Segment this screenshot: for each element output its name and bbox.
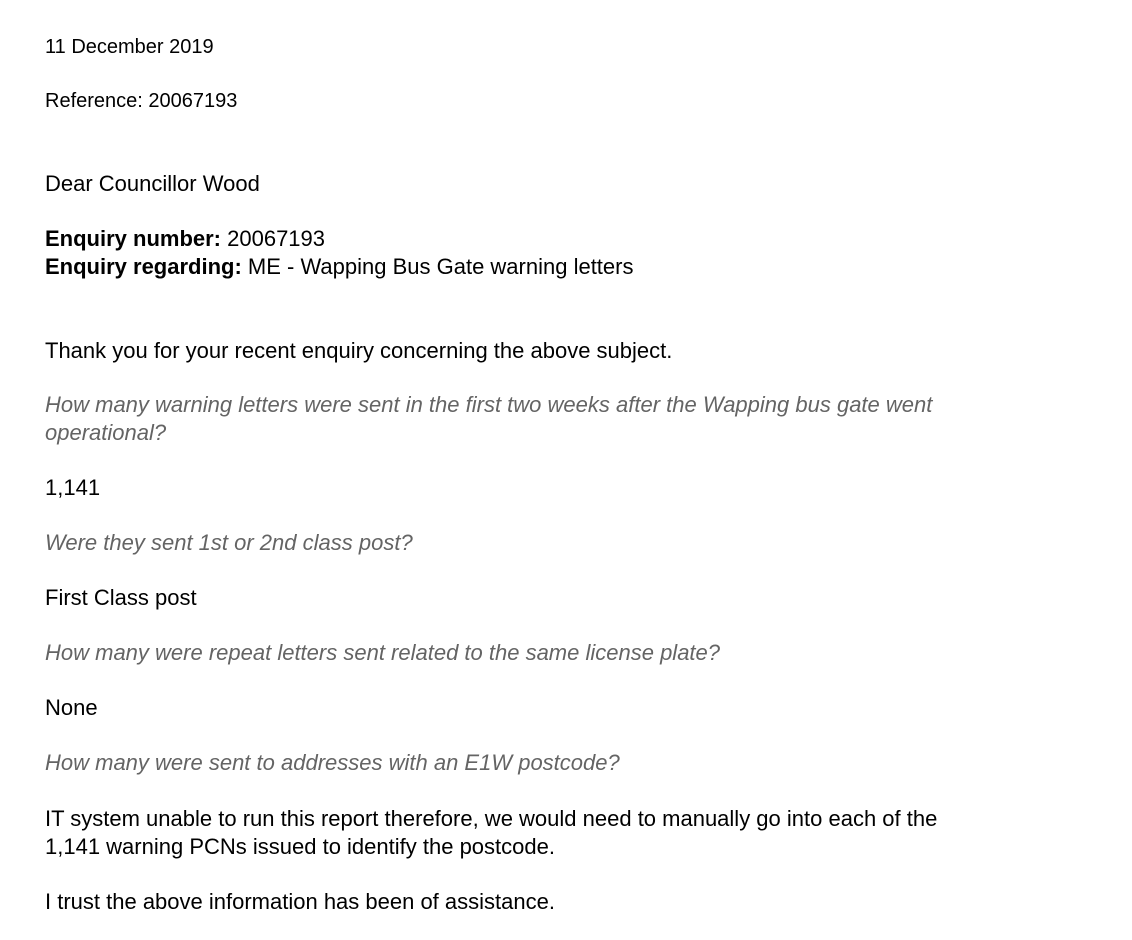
answer-3: None [45,695,98,720]
enquiry-regarding-label: Enquiry regarding: [45,254,242,279]
answer-4-line-1: IT system unable to run this report therefore, we would need to manually go into each of the [45,806,938,831]
question-4: How many were sent to addresses with an E1W postcode? [45,750,620,775]
question-1-line-2: operational? [45,420,167,445]
letter-date: 11 December 2019 [45,36,214,58]
answer-4-line-2: 1,141 warning PCNs issued to identify the postcode. [45,834,555,859]
enquiry-number-value: 20067193 [221,226,326,251]
answer-1: 1,141 [45,475,101,500]
enquiry-regarding-value: ME - Wapping Bus Gate warning letters [241,254,634,279]
question-2: Were they sent 1st or 2nd class post? [45,530,413,555]
question-1-line-1: How many warning letters were sent in the first two weeks after the Wapping bus gate went [45,392,933,417]
intro-paragraph: Thank you for your recent enquiry concerning the above subject. [45,338,673,363]
closing-paragraph: I trust the above information has been of assistance. [45,889,555,914]
enquiry-number [45,225,325,253]
salutation: Dear Councillor Wood [45,171,260,196]
question-3: How many were repeat letters sent related to the same license plate? [45,640,721,665]
enquiry-number-label: Enquiry number: [45,226,222,251]
answer-2: First Class post [45,585,197,610]
letter-reference: Reference: 20067193 [45,90,238,112]
enquiry-regarding [45,253,633,281]
